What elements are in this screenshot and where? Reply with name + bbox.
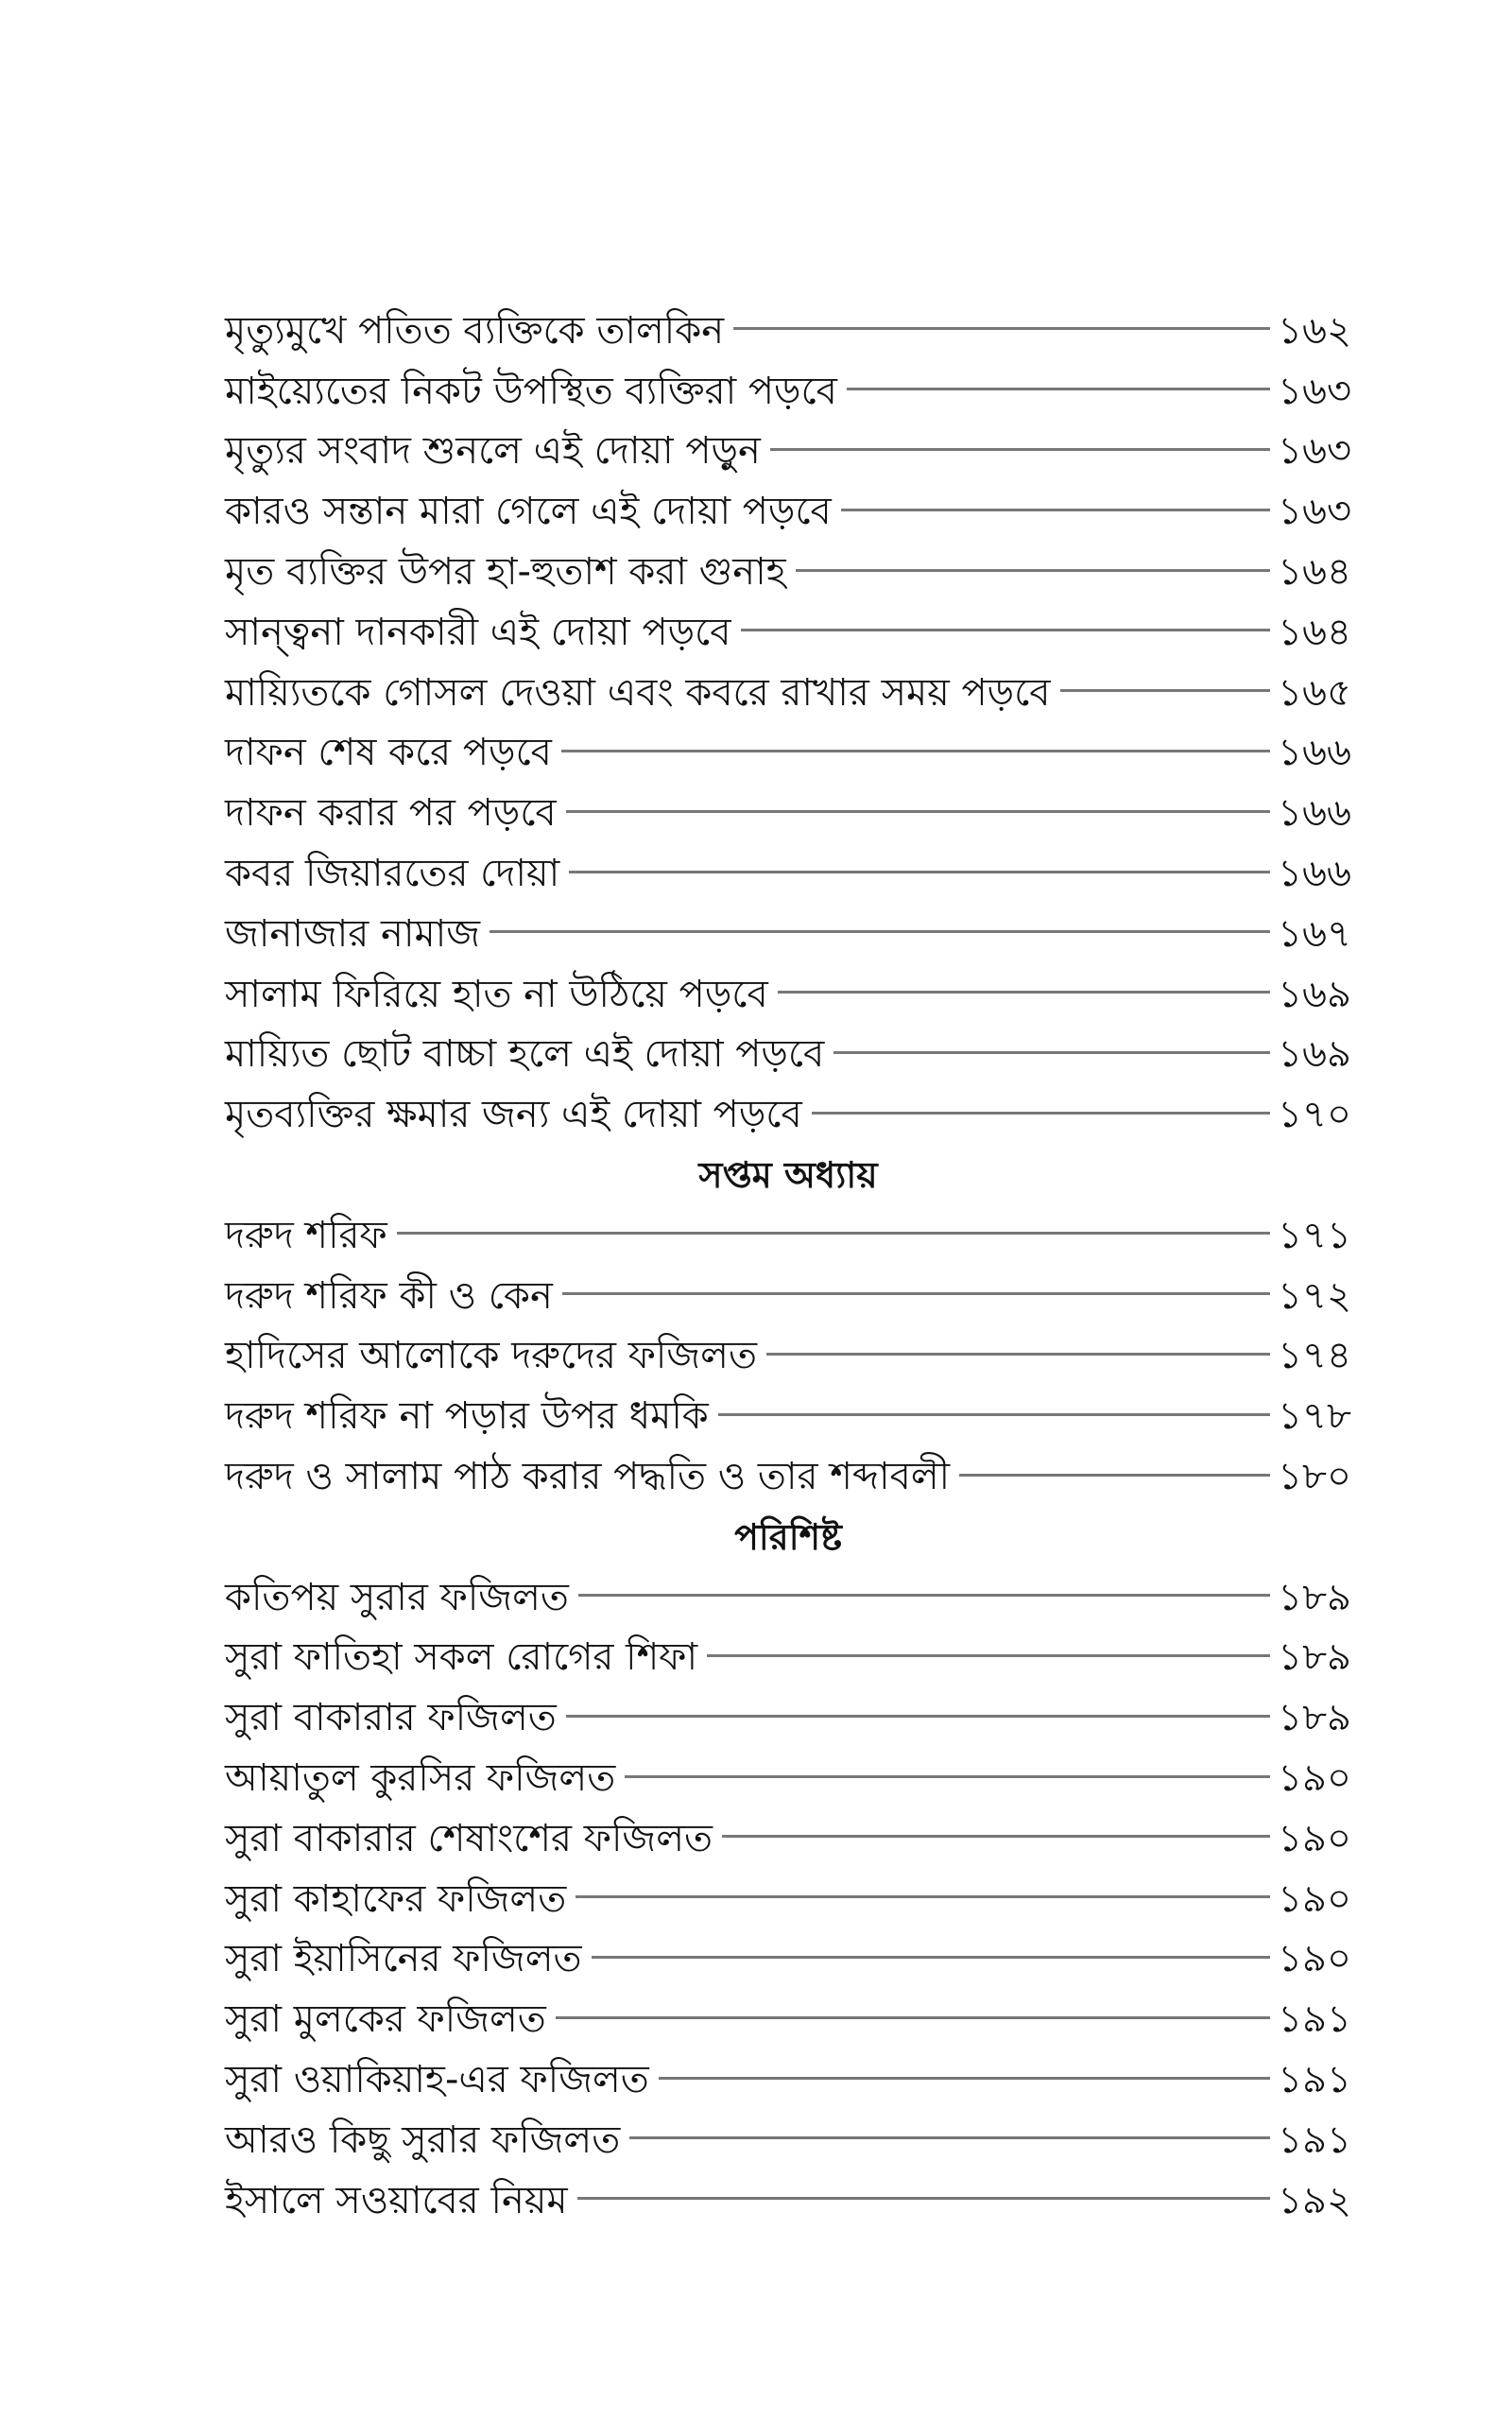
toc-entry [225,1446,1351,1507]
entry-title: মৃত ব্যক্তির উপর হা-হুতাশ করা গুনাহ [225,550,786,595]
entry-page-number: ১৬৫ [1278,670,1351,715]
toc-entry [225,1748,1351,1808]
toc-entry [225,481,1351,542]
toc-entry [225,301,1351,361]
entry-page-number: ১৭১ [1278,1213,1351,1257]
leader-line [718,1413,1270,1416]
toc-entry [225,602,1351,663]
leader-line [561,750,1270,752]
entry-title: দরুদ ও সালাম পাঠ করার পদ্ধতি ও তার শব্দাবলী [225,1455,951,1499]
entry-title: মৃত্যুমুখে পতিত ব্যক্তিকে তালকিন [225,308,725,353]
entry-title: আরও কিছু সুরার ফজিলত [225,2118,621,2162]
toc-entry [225,1929,1351,1990]
leader-line [659,2077,1270,2080]
toc-entry [225,904,1351,964]
leader-line [592,1956,1270,1959]
entry-page-number: ১৭৮ [1278,1394,1351,1439]
table-of-contents [225,301,1351,2231]
entry-page-number: ১৬৯ [1278,1032,1351,1077]
entry-page-number: ১৮৯ [1278,1575,1351,1619]
toc-entry [225,361,1351,422]
toc-entry [225,2170,1351,2231]
entry-title: আয়াতুল কুরসির ফজিলত [225,1756,616,1801]
entry-page-number: ১৬৭ [1278,911,1351,956]
toc-entry [225,663,1351,723]
entry-title: মৃতব্যক্তির ক্ষমার জন্য এই দোয়া পড়বে [225,1093,802,1137]
entry-page-number: ১৬৪ [1278,550,1351,595]
entry-title: দাফন করার পর পড়বে [225,791,557,836]
toc-entry [225,1025,1351,1085]
leader-line [629,2136,1270,2139]
entry-page-number: ১৬৩ [1278,490,1351,534]
entry-title: সুরা মুলকের ফজিলত [225,1997,546,2042]
entry-page-number: ১৬২ [1278,308,1351,353]
entry-title: সুরা কাহাফের ফজিলত [225,1876,567,1921]
toc-entry [225,1326,1351,1387]
leader-line [556,2016,1270,2019]
leader-line [562,1292,1270,1295]
leader-line [707,1654,1270,1657]
entry-page-number: ১৬৬ [1278,852,1351,896]
entry-title: দরুদ শরিফ কী ও কেন [225,1273,553,1318]
entry-page-number: ১৮৯ [1278,1635,1351,1680]
toc-entry [225,723,1351,784]
entry-page-number: ১৬৩ [1278,429,1351,474]
entry-page-number: ১৮৯ [1278,1696,1351,1740]
toc-entry [225,542,1351,602]
entry-page-number: ১৯১ [1278,2118,1351,2162]
toc-entry [225,783,1351,843]
entry-page-number: ১৮০ [1278,1455,1351,1499]
leader-line [578,1594,1270,1597]
leader-line [569,871,1270,873]
toc-entry [225,1687,1351,1748]
toc-entry [225,2049,1351,2110]
toc-entry [225,1628,1351,1688]
entry-title: কবর জিয়ারতের দোয়া [225,852,560,896]
leader-line [576,1895,1270,1898]
toc-entry [225,422,1351,482]
leader-line [959,1474,1270,1477]
entry-page-number: ১৭২ [1278,1273,1351,1318]
entry-title: সুরা ইয়াসিনের ফজিলত [225,1937,582,1981]
leader-line [841,509,1270,511]
entry-page-number: ১৬৯ [1278,972,1351,1016]
entry-page-number: ১৬৬ [1278,731,1351,775]
leader-line [833,1051,1270,1054]
leader-line [397,1232,1270,1235]
entry-title: মায়্যিতকে গোসল দেওয়া এবং কবরে রাখার সময় পড়বে [225,670,1051,715]
leader-line [625,1775,1270,1778]
entry-page-number: ১৯২ [1278,2178,1351,2222]
entry-title: দরুদ শরিফ না পড়ার উপর ধমকি [225,1394,709,1439]
leader-line [741,629,1271,631]
toc-entry [225,1266,1351,1326]
leader-line [577,2197,1270,2200]
entry-page-number: ১৯০ [1278,1816,1351,1860]
leader-line [770,448,1270,451]
leader-line [722,1835,1270,1838]
entry-title: হাদিসের আলোকে দরুদের ফজিলত [225,1334,757,1378]
toc-entry [225,1989,1351,2049]
entry-title: ইসালে সওয়াবের নিয়ম [225,2178,568,2222]
entry-title: সুরা ওয়াকিয়াহ-এর ফজিলত [225,2058,649,2101]
section-heading: সপ্তম অধ্যায় [698,1154,878,1197]
entry-title: দাফন শেষ করে পড়বে [225,731,552,775]
entry-page-number: ১৬৪ [1278,610,1351,654]
section-heading: পরিশিষ্ট [734,1515,842,1558]
leader-line [1060,689,1270,692]
entry-page-number: ১৯০ [1278,1876,1351,1921]
leader-line [778,991,1270,994]
entry-title: সুরা ফাতিহা সকল রোগের শিফা [225,1635,698,1680]
entry-title: সুরা বাকারার ফজিলত [225,1696,557,1740]
entry-title: মায়্যিত ছোট বাচ্চা হলে এই দোয়া পড়বে [225,1032,825,1077]
entry-title: দরুদ শরিফ [225,1213,387,1257]
leader-line [847,388,1270,390]
toc-entry [225,1205,1351,1266]
entry-page-number: ১৯১ [1278,2058,1351,2101]
entry-page-number: ১৯১ [1278,1997,1351,2042]
toc-entry [225,1869,1351,1929]
entry-title: সালাম ফিরিয়ে হাত না উঠিয়ে পড়বে [225,972,768,1016]
entry-page-number: ১৭৪ [1278,1334,1351,1378]
toc-entry [225,1084,1351,1145]
toc-entry [225,1567,1351,1628]
leader-line [490,930,1270,933]
toc-entry [225,2110,1351,2170]
leader-line [766,1353,1270,1356]
toc-entry [225,1808,1351,1869]
entry-title: মাইয়্যেতের নিকট উপস্থিত ব্যক্তিরা পড়বে [225,369,837,413]
entry-title: সুরা বাকারার শেষাংশের ফজিলত [225,1816,713,1860]
entry-title: মৃত্যুর সংবাদ শুনলে এই দোয়া পড়ুন [225,429,761,474]
entry-page-number: ১৯০ [1278,1937,1351,1981]
leader-line [566,1715,1270,1718]
entry-page-number: ১৬৩ [1278,369,1351,413]
leader-line [566,810,1270,813]
leader-line [796,569,1270,572]
toc-entry [225,843,1351,904]
entry-title: কতিপয় সুরার ফজিলত [225,1575,569,1619]
toc-entry [225,964,1351,1025]
entry-title: সান্ত্বনা দানকারী এই দোয়া পড়বে [225,610,731,654]
entry-title: কারও সন্তান মারা গেলে এই দোয়া পড়বে [225,490,832,534]
toc-entry [225,1386,1351,1446]
entry-page-number: ১৯০ [1278,1756,1351,1801]
entry-page-number: ১৭০ [1278,1093,1351,1137]
leader-line [812,1112,1270,1115]
entry-title: জানাজার নামাজ [225,911,481,956]
leader-line [733,327,1270,330]
entry-page-number: ১৬৬ [1278,791,1351,836]
